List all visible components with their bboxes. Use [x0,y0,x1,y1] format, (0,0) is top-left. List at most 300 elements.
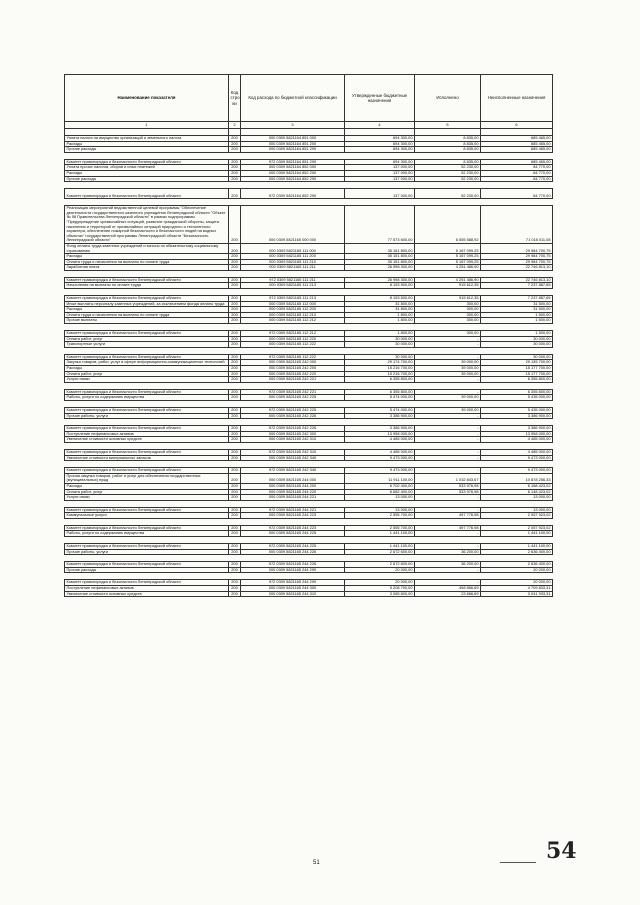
approved-amount: 5 474 000,00 [345,407,415,413]
approved-amount: 15 216 700,00 [345,366,415,372]
approved-amount: 2 555 700,00 [345,525,415,531]
approved-amount: 11 911 100,00 [345,473,415,483]
remaining-amount: 20 000,00 [481,580,553,586]
budget-code: 972 0309 5821165 111 213 [241,296,345,302]
executed-amount: - [415,468,481,474]
indicator-name: Прочие работы, услуги [65,549,229,555]
indicator-name: Поступление нефинансовых активов [65,431,229,437]
remaining-amount: 4 485 000,00 [481,449,553,455]
header-budget-code: Код расхода по бюджетной классификации [241,75,345,122]
line-code: 200 [229,259,241,265]
executed-amount: - [415,354,481,360]
column-number: 4 [345,122,415,129]
budget-code: 972 0309 5821165 242 310 [241,449,345,455]
remaining-amount: 1 500,00 [481,318,553,324]
executed-amount: 915 612,35 [415,283,481,289]
page-number: 51 [313,860,320,866]
spacer-cell [65,347,553,354]
indicator-name: Расходы [65,254,229,260]
approved-amount: 4 485 000,00 [345,449,415,455]
executed-amount: 5 167 099,25 [415,259,481,265]
table-row [65,206,553,244]
remaining-amount: 1 500,00 [481,312,553,318]
table-spacer-row [65,419,553,426]
line-code: 200 [229,336,241,342]
remaining-amount: 71 018 011,08 [481,206,553,244]
approved-amount: 694 300,00 [345,136,415,142]
approved-amount: 30 000,00 [345,336,415,342]
budget-code: 000 0309 5821165 242 221 [241,377,345,383]
executed-amount: 300,00 [415,307,481,313]
approved-amount: 1 800,00 [345,312,415,318]
indicator-name: Оплата работ, услуг [65,336,229,342]
executed-amount: - [415,507,481,513]
executed-amount: 915 612,35 [415,296,481,302]
executed-amount: - [415,342,481,348]
column-number: 6 [481,122,553,129]
executed-amount: 300,00 [415,312,481,318]
line-code: 200 [229,483,241,489]
approved-amount: 137 000,00 [345,189,415,199]
spacer-cell [65,419,553,426]
executed-amount: - [415,336,481,342]
approved-amount: 77 573 600,00 [345,206,415,244]
approved-amount: 31 800,00 [345,301,415,307]
remaining-amount: 1 441 100,00 [481,531,553,537]
approved-amount: 35 151 800,00 [345,243,415,253]
budget-code: 000 0309 5821165 242 340 [241,455,345,461]
executed-amount: - [415,531,481,537]
approved-amount: 13 000,00 [345,495,415,501]
line-code: 200 [229,176,241,182]
executed-amount: 1 032 843,67 [415,473,481,483]
table-row [65,129,553,136]
budget-code: 000 0309 5821165 111 213 [241,283,345,289]
line-code: 200 [229,513,241,519]
approved-amount: 1 800,00 [345,318,415,324]
stamp-underline [500,862,536,863]
column-number: 3 [241,122,345,129]
remaining-amount: 29 984 700,75 [481,259,553,265]
indicator-name: Фонд оплаты труда казенных учреждений и взносы по обязательному социальному страхованию [65,243,229,253]
executed-amount: - [415,431,481,437]
budget-code: 000 0309 5821165 112 220 [241,336,345,342]
budget-code: 000 0309 5821165 244 290 [241,567,345,573]
executed-amount: 23 666,69 [415,591,481,597]
approved-amount: 694 300,00 [345,159,415,165]
approved-amount: 13 000,00 [345,507,415,513]
spacer-cell [65,442,553,449]
budget-execution-table [64,74,553,597]
approved-amount: 2 672 600,00 [345,562,415,568]
table-row [65,591,553,597]
spacer-cell [65,573,553,580]
table-spacer-row [65,518,553,525]
budget-code: 000 0309 5821165 244 310 [241,591,345,597]
line-code: 200 [229,342,241,348]
indicator-name: Транспортные услуги [65,342,229,348]
line-code: 200 [229,136,241,142]
remaining-amount: 6 355 800,00 [481,377,553,383]
remaining-amount: 10 878 256,33 [481,473,553,483]
approved-amount: 26 998 300,00 [345,265,415,271]
indicator-name: Комитет правопорядка и безопасности Ленинградской области [65,159,229,165]
executed-amount: 39 000,00 [415,360,481,366]
approved-amount: 6 682 400,00 [345,489,415,495]
remaining-amount: 2 057 923,02 [481,525,553,531]
executed-amount: 52 230,00 [415,176,481,182]
remaining-amount: 685 465,00 [481,141,553,147]
remaining-amount: 1 441 100,00 [481,544,553,550]
executed-amount: - [415,413,481,419]
budget-code: 000 0309 5821165 244 200 [241,483,345,489]
budget-code: 972 0309 5821164 851 290 [241,159,345,165]
line-code: 200 [229,437,241,443]
remaining-amount: 22 746 813,10 [481,277,553,283]
table-body [65,129,553,597]
executed-amount: 52 230,00 [415,189,481,199]
indicator-name: Комитет правопорядка и безопасности Ленинградской области [65,389,229,395]
table-spacer-row [65,555,553,562]
line-code: 200 [229,580,241,586]
budget-code: 000 0309 5821165 244 223 [241,513,345,519]
budget-code: 000 0309 5821165 112 210 [241,312,345,318]
budget-code: 972 0309 5821164 852 290 [241,189,345,199]
approved-amount: 35 151 800,00 [345,254,415,260]
line-code: 200 [229,141,241,147]
approved-amount: 3 065 600,00 [345,591,415,597]
indicator-name: Прочие выплаты [65,318,229,324]
line-code: 200 [229,489,241,495]
indicator-name [65,129,229,136]
budget-code: 972 0309 5821165 242 340 [241,468,345,474]
remaining-amount: 1 500,00 [481,331,553,337]
indicator-name: Прочая закупка товаров, работ и услуг для обеспечения государственных (муниципальных) нужд [65,473,229,483]
remaining-amount: 9 473 000,00 [481,468,553,474]
approved-amount: 6 355 800,00 [345,389,415,395]
budget-code: 972 0309 5821165 242 226 [241,426,345,432]
indicator-name: Оплата работ, услуг [65,371,229,377]
table-spacer-row [65,324,553,331]
executed-amount: 39 000,00 [415,395,481,401]
remaining-amount: 3 386 900,00 [481,413,553,419]
executed-amount: 8 835,00 [415,141,481,147]
line-code: 200 [229,354,241,360]
line-code: 200 [229,426,241,432]
executed-amount: 36 200,00 [415,549,481,555]
approved-amount: 694 300,00 [345,147,415,153]
indicator-name: Комитет правопорядка и безопасности Ленинградской области [65,331,229,337]
remaining-amount: 31 500,00 [481,301,553,307]
indicator-name: Работы, услуги по содержанию имущества [65,531,229,537]
line-code: 200 [229,395,241,401]
remaining-amount: 9 473 000,00 [481,455,553,461]
spacer-cell [65,555,553,562]
line-code [229,129,241,136]
approved-amount [345,129,415,136]
line-code: 200 [229,407,241,413]
indicator-name: Комитет правопорядка и безопасности Ленинградской области [65,296,229,302]
spacer-cell [65,537,553,544]
approved-amount: 1 800,00 [345,331,415,337]
budget-code: 972 0309 5821165 112 212 [241,331,345,337]
budget-code: 972 0309 5821165 111 211 [241,277,345,283]
line-code: 200 [229,296,241,302]
line-code: 200 [229,312,241,318]
budget-code: 972 0309 5821165 112 222 [241,354,345,360]
line-code: 200 [229,366,241,372]
line-code: 200 [229,468,241,474]
budget-code: 000 0309 5821164 851 290 [241,147,345,153]
indicator-name: Прочие расходы [65,567,229,573]
indicator-name: Расходы [65,366,229,372]
indicator-name: Услуги связи [65,377,229,383]
budget-code: 972 0309 5821165 244 226 [241,562,345,568]
spacer-cell [65,289,553,296]
executed-amount: 497 776,98 [415,513,481,519]
table-header-row [65,75,553,122]
table-spacer-row [65,270,553,277]
indicator-name: Оплата труда и начисления на выплаты по оплате труда [65,259,229,265]
table-spacer-row [65,347,553,354]
executed-amount: 533 976,98 [415,489,481,495]
executed-amount: - [415,567,481,573]
table-spacer-row [65,537,553,544]
budget-code: 000 0309 5821165 242 300 [241,431,345,437]
remaining-amount: 13 000,00 [481,495,553,501]
budget-code: 000 0309 5821165 242 220 [241,371,345,377]
remaining-amount: 3 041 933,31 [481,591,553,597]
budget-code: 972 0309 5821165 244 221 [241,507,345,513]
remaining-amount: 84 770,00 [481,170,553,176]
line-code: 200 [229,586,241,592]
approved-amount: 13 958 000,00 [345,431,415,437]
executed-amount: - [415,426,481,432]
indicator-name: Расходы [65,170,229,176]
indicator-name: Комитет правопорядка и безопасности Ленинградской области [65,426,229,432]
approved-amount: 8 153 500,00 [345,283,415,289]
indicator-name: Реализация мероприятий ведомственной целевой программы "Обеспечение деятельности государственного казенного учреждения Ленинградской области "Объект № 58 Правительства Ленинградской области" в рамках подпрограммы "Предупреждение чрезвычайных ситуаций, развитие гражданской обороны, защита населения и территорий от чрезвычайных ситуаций природного и техногенного характера, обеспечение пожарной безопасности и безопасности людей на водных объектах" государственной программы Ленинградской области "Безопасность Ленинградской области" [65,206,229,244]
approved-amount: 35 151 800,00 [345,259,415,265]
indicator-name: Оплата работ, услуг [65,489,229,495]
line-code: 200 [229,549,241,555]
remaining-amount: 31 500,00 [481,307,553,313]
indicator-name: Комитет правопорядка и безопасности Ленинградской области [65,544,229,550]
remaining-amount: 7 237 887,65 [481,296,553,302]
budget-code: 000 0309 5821165 111 210 [241,259,345,265]
column-number-row [65,122,553,129]
executed-amount: - [415,389,481,395]
indicator-name: Оплата труда и начисления на выплаты по оплате труда [65,312,229,318]
budget-code: 972 0309 5821165 244 225 [241,544,345,550]
remaining-amount: 7 237 887,65 [481,283,553,289]
line-code: 200 [229,331,241,337]
approved-amount: 1 441 100,00 [345,544,415,550]
remaining-amount: 29 984 700,75 [481,243,553,253]
approved-amount: 31 800,00 [345,307,415,313]
budget-code: 000 0309 5821165 112 212 [241,318,345,324]
remaining-amount: 22 746 813,10 [481,265,553,271]
line-code: 200 [229,277,241,283]
budget-code: 000 0309 5821165 111 211 [241,265,345,271]
header-approved: Утвержденные бюджетные назначения [345,75,415,122]
table-spacer-row [65,500,553,507]
remaining-amount [481,129,553,136]
spacer-cell [65,382,553,389]
line-code: 200 [229,567,241,573]
table-spacer-row [65,400,553,407]
indicator-name: Комитет правопорядка и безопасности Ленинградской области [65,468,229,474]
budget-code: 000 0309 5821164 851 000 [241,136,345,142]
budget-code: 000 0309 5821164 852 200 [241,170,345,176]
table-row [65,243,553,253]
approved-amount: 137 000,00 [345,170,415,176]
line-code: 200 [229,318,241,324]
remaining-amount: 29 135 700,00 [481,360,553,366]
executed-amount: - [415,437,481,443]
remaining-amount: 6 148 423,02 [481,489,553,495]
budget-code: 000 0309 5821165 244 226 [241,549,345,555]
executed-amount: 52 230,00 [415,170,481,176]
line-code: 200 [229,431,241,437]
line-code: 200 [229,377,241,383]
indicator-name: Увеличение стоимости основных средств [65,437,229,443]
budget-report-sheet [64,74,552,597]
table-row [65,189,553,199]
indicator-name: Комитет правопорядка и безопасности Ленинградской области [65,562,229,568]
budget-code: 000 0309 5821165 112 000 [241,301,345,307]
approved-amount: 4 485 000,00 [345,437,415,443]
approved-amount: 2 672 600,00 [345,549,415,555]
executed-amount: 39 000,00 [415,366,481,372]
line-code: 200 [229,591,241,597]
remaining-amount: 29 984 700,75 [481,254,553,260]
budget-code [241,129,345,136]
indicator-name: Расходы [65,307,229,313]
remaining-amount: 5 435 000,00 [481,407,553,413]
indicator-name: Прочие расходы [65,176,229,182]
line-code: 200 [229,189,241,199]
executed-amount: - [415,580,481,586]
spacer-cell [65,461,553,468]
indicator-name: Расходы [65,483,229,489]
indicator-name: Комитет правопорядка и безопасности Ленинградской области [65,189,229,199]
indicator-name: Начисления на выплаты по оплате труда [65,283,229,289]
budget-code: 000 0309 5821165 244 225 [241,531,345,537]
approved-amount: 20 000,00 [345,567,415,573]
remaining-amount: 13 958 000,00 [481,431,553,437]
line-code: 200 [229,473,241,483]
budget-code: 000 0309 5821165 244 220 [241,489,345,495]
budget-code: 000 0309 5821165 112 200 [241,307,345,313]
line-code: 200 [229,525,241,531]
indicator-name: Расходы [65,141,229,147]
line-code: 200 [229,449,241,455]
executed-amount: - [415,449,481,455]
spacer-cell [65,518,553,525]
budget-code: 000 0309 5821165 112 222 [241,342,345,348]
remaining-amount: 685 465,00 [481,147,553,153]
budget-code: 000 0309 5821165 242 000 [241,360,345,366]
table-row [65,473,553,483]
executed-amount: 8 835,00 [415,136,481,142]
remaining-amount: 4 709 833,31 [481,586,553,592]
executed-amount [415,129,481,136]
indicator-name: Услуги связи [65,495,229,501]
remaining-amount: 6 168 423,02 [481,483,553,489]
budget-code: 000 0309 5821165 000 000 [241,206,345,244]
executed-amount: 6 555 588,92 [415,206,481,244]
indicator-name: Комитет правопорядка и безопасности Ленинградской области [65,407,229,413]
remaining-amount: 6 355 800,00 [481,389,553,395]
executed-amount: - [415,495,481,501]
executed-amount: 8 835,00 [415,147,481,153]
executed-amount: 300,00 [415,318,481,324]
line-code: 200 [229,170,241,176]
budget-code: 000 0309 5821165 244 221 [241,495,345,501]
executed-amount: 5 167 099,25 [415,254,481,260]
remaining-amount: 84 770,00 [481,165,553,171]
line-code: 200 [229,562,241,568]
spacer-cell [65,500,553,507]
remaining-amount: 2 636 400,00 [481,562,553,568]
spacer-cell [65,270,553,277]
executed-amount: 39 000,00 [415,407,481,413]
executed-amount: - [415,544,481,550]
spacer-cell [65,182,553,189]
header-unexecuted: Неисполненные назначения [481,75,553,122]
approved-amount: 8 153 500,00 [345,296,415,302]
budget-code: 000 0309 5821164 851 200 [241,141,345,147]
approved-amount: 30 000,00 [345,354,415,360]
approved-amount: 6 702 400,00 [345,483,415,489]
remaining-amount: 4 485 000,00 [481,437,553,443]
spacer-cell [65,400,553,407]
approved-amount: 20 000,00 [345,580,415,586]
line-code: 200 [229,413,241,419]
line-code: 200 [229,495,241,501]
indicator-name: Коммунальные услуги [65,513,229,519]
budget-code: 972 0309 5821165 242 225 [241,407,345,413]
indicator-name: Комитет правопорядка и безопасности Ленинградской области [65,449,229,455]
line-code: 200 [229,371,241,377]
approved-amount: 26 998 300,00 [345,277,415,283]
indicator-name: Иные выплаты персоналу казенных учреждений, за исключением фонда оплаты труда [65,301,229,307]
indicator-name: Увеличение стоимости материальных запасов [65,455,229,461]
indicator-name: Уплата налога на имущество организаций и земельного налога [65,136,229,142]
remaining-amount: 84 770,00 [481,176,553,182]
indicator-name: Комитет правопорядка и безопасности Ленинградской области [65,354,229,360]
line-code: 200 [229,206,241,244]
approved-amount: 5 208 700,00 [345,586,415,592]
remaining-amount: 15 177 700,00 [481,371,553,377]
remaining-amount: 30 000,00 [481,354,553,360]
line-code: 200 [229,254,241,260]
approved-amount: 9 473 000,00 [345,455,415,461]
line-code: 200 [229,243,241,253]
header-executed: Исполнено [415,75,481,122]
budget-code: 000 0309 5821164 852 290 [241,176,345,182]
column-number: 5 [415,122,481,129]
table-spacer-row [65,382,553,389]
spacer-cell [65,199,553,206]
remaining-amount: 2 057 923,02 [481,513,553,519]
table-spacer-row [65,152,553,159]
spacer-cell [65,324,553,331]
budget-code: 000 0309 5821165 244 000 [241,473,345,483]
indicator-name: Комитет правопорядка и безопасности Ленинградской области [65,580,229,586]
line-code: 200 [229,159,241,165]
